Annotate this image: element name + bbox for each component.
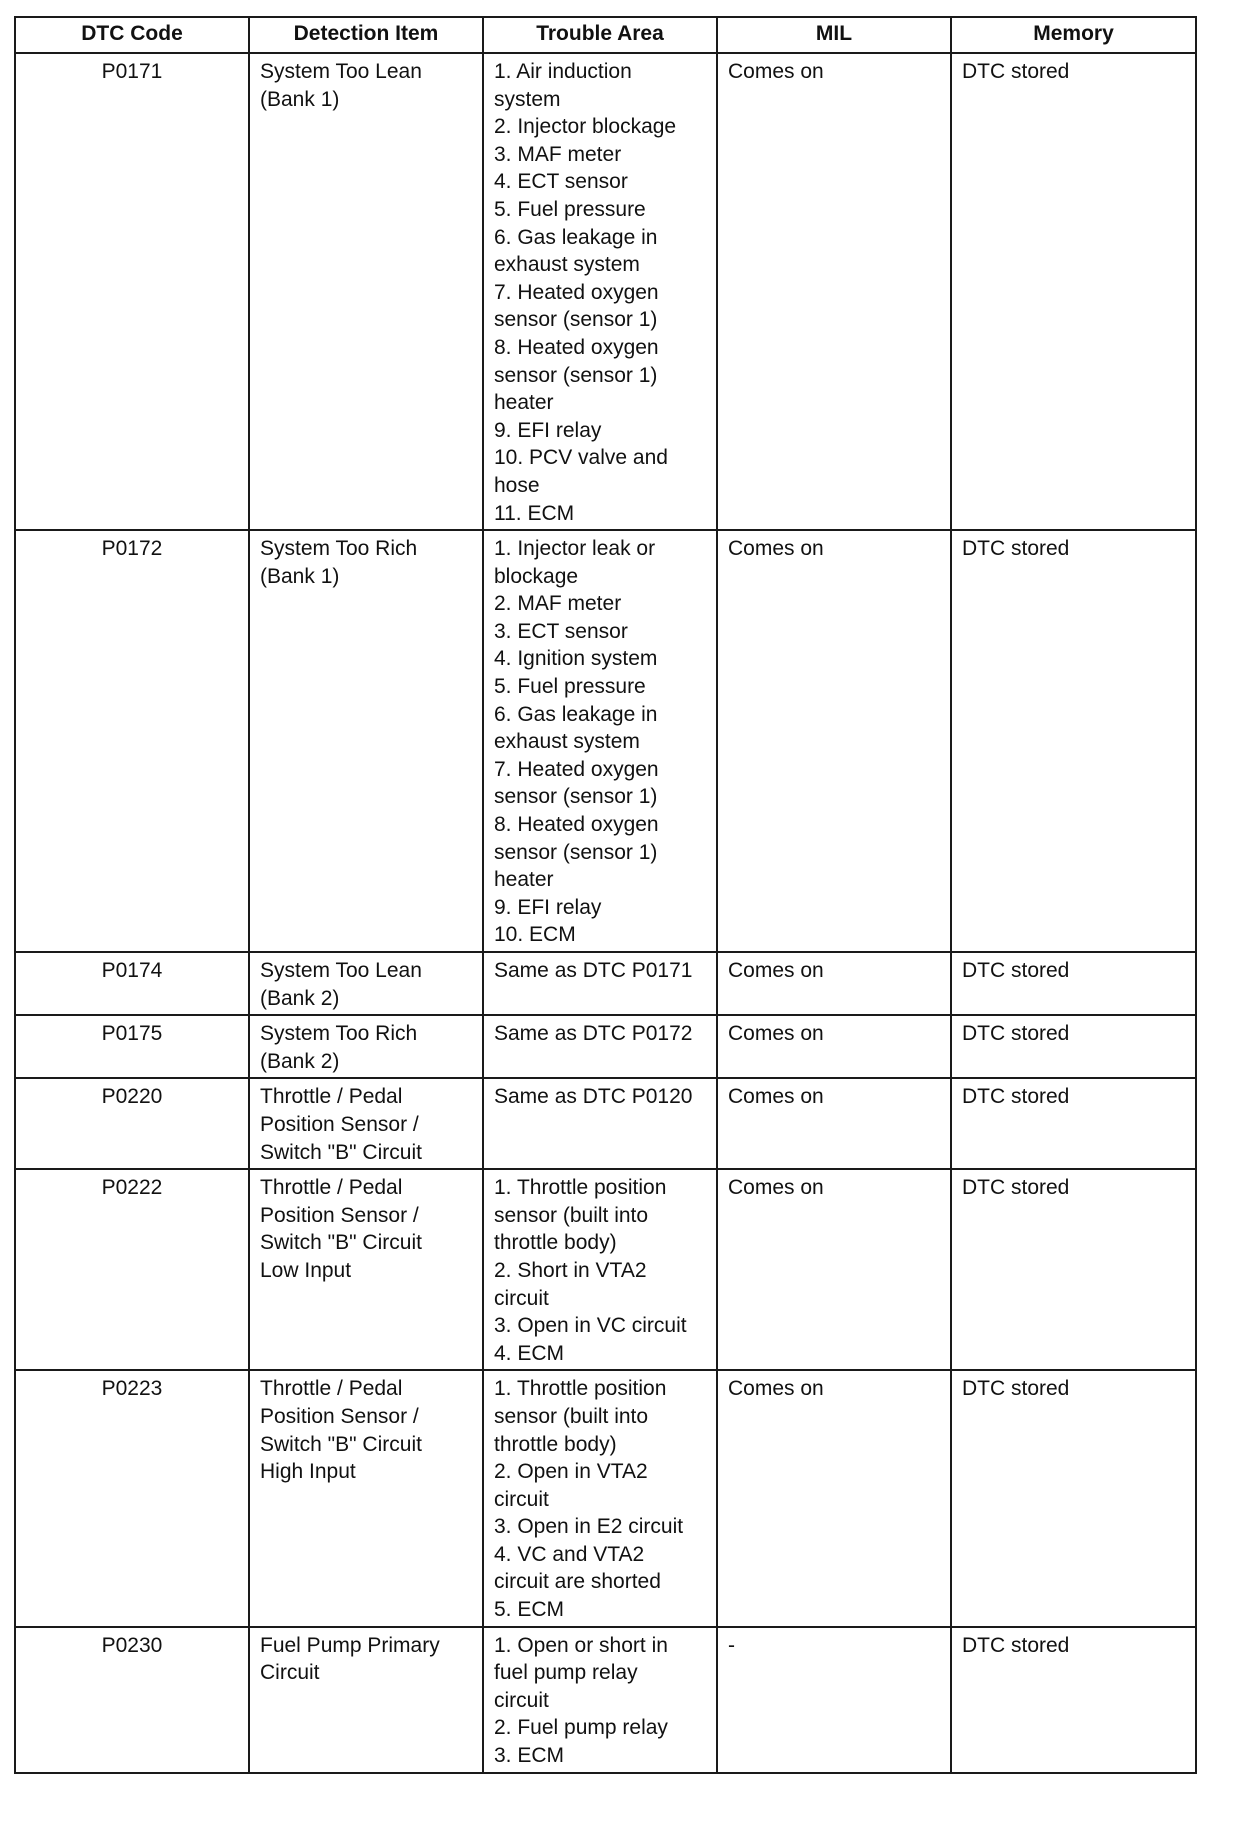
trouble-area-item: 6. Gas leakage in exhaust system bbox=[494, 702, 658, 754]
table-header-row bbox=[15, 17, 1196, 53]
trouble-area-item: 8. Heated oxygen sensor (sensor 1) heater bbox=[494, 813, 659, 892]
memory-cell bbox=[951, 1370, 1196, 1626]
trouble-area-item: 2. Injector blockage bbox=[494, 115, 677, 139]
table-row bbox=[15, 1627, 1196, 1773]
header-memory: Memory bbox=[951, 17, 1196, 53]
detection-item-cell bbox=[249, 1370, 483, 1626]
trouble-area-item: Same as DTC P0120 bbox=[494, 1085, 693, 1109]
mil-cell bbox=[717, 952, 951, 1015]
memory-cell-text: DTC stored bbox=[962, 1633, 1070, 1657]
trouble-area-item: 2. MAF meter bbox=[494, 592, 622, 616]
detection-item-cell-text: Throttle / Pedal Position Sensor / Switch "B" Circuit bbox=[260, 1085, 422, 1164]
trouble-area-item: 5. Fuel pressure bbox=[494, 675, 646, 699]
mil-cell-text: Comes on bbox=[728, 1377, 824, 1401]
memory-cell-text: DTC stored bbox=[962, 959, 1070, 982]
memory-cell-text: DTC stored bbox=[962, 1176, 1070, 1200]
memory-cell bbox=[951, 1015, 1196, 1078]
header-dtc-code: DTC Code bbox=[15, 17, 249, 53]
dtc-table bbox=[14, 16, 1197, 1774]
mil-cell-text: Comes on bbox=[728, 1176, 824, 1200]
trouble-area-item: 4. Ignition system bbox=[494, 647, 658, 671]
trouble-area-item: 7. Heated oxygen sensor (sensor 1) bbox=[494, 280, 659, 332]
dtc-code-cell-text: P0230 bbox=[101, 1633, 163, 1657]
dtc-code-cell bbox=[15, 1370, 249, 1626]
mil-cell-text: Comes on bbox=[728, 537, 824, 561]
trouble-area-item: 2. Short in VTA2 circuit bbox=[494, 1258, 647, 1310]
mil-cell-text: - bbox=[728, 1633, 735, 1657]
table-body bbox=[15, 53, 1196, 1773]
memory-cell-text: DTC stored bbox=[962, 537, 1070, 561]
detection-item-cell bbox=[249, 530, 483, 952]
trouble-area-item: 3. MAF meter bbox=[494, 142, 622, 166]
detection-item-cell bbox=[249, 53, 483, 530]
mil-cell-text: Comes on bbox=[728, 1085, 824, 1109]
dtc-code-cell bbox=[15, 952, 249, 1015]
trouble-area-item: 5. Fuel pressure bbox=[494, 197, 646, 221]
trouble-area-item: 8. Heated oxygen sensor (sensor 1) heater bbox=[494, 335, 659, 415]
detection-item-cell bbox=[249, 1169, 483, 1370]
detection-item-cell-text: Fuel Pump Primary Circuit bbox=[260, 1633, 440, 1685]
trouble-area-item: Same as DTC P0171 bbox=[494, 959, 693, 982]
detection-item-cell bbox=[249, 1078, 483, 1169]
memory-cell bbox=[951, 1169, 1196, 1370]
dtc-code-cell-text: P0220 bbox=[101, 1085, 163, 1109]
table-row bbox=[15, 530, 1196, 952]
table-row bbox=[15, 1078, 1196, 1169]
trouble-area-item: 3. ECT sensor bbox=[494, 619, 628, 643]
trouble-area-item: Same as DTC P0172 bbox=[494, 1022, 693, 1046]
trouble-area-cell bbox=[483, 1627, 717, 1773]
memory-cell-text: DTC stored bbox=[962, 1022, 1070, 1046]
trouble-area-cell bbox=[483, 1015, 717, 1078]
dtc-code-cell-text: P0222 bbox=[101, 1176, 163, 1200]
header-trouble-area: Trouble Area bbox=[483, 17, 717, 53]
mil-cell-text: Comes on bbox=[728, 60, 824, 83]
header-detection-item: Detection Item bbox=[249, 17, 483, 53]
trouble-area-cell bbox=[483, 952, 717, 1015]
table-row bbox=[15, 952, 1196, 1015]
dtc-code-cell bbox=[15, 530, 249, 952]
trouble-area-cell bbox=[483, 1078, 717, 1169]
trouble-area-cell bbox=[483, 1169, 717, 1370]
detection-item-cell-text: System Too Lean (Bank 1) bbox=[260, 60, 422, 111]
trouble-area-item: 7. Heated oxygen sensor (sensor 1) bbox=[494, 757, 659, 809]
trouble-area-item: 6. Gas leakage in exhaust system bbox=[494, 225, 658, 277]
dtc-code-cell bbox=[15, 1015, 249, 1078]
trouble-area-item: 3. Open in E2 circuit bbox=[494, 1515, 684, 1539]
header-mil: MIL bbox=[717, 17, 951, 53]
mil-cell bbox=[717, 1169, 951, 1370]
trouble-area-item: 4. ECT sensor bbox=[494, 170, 628, 194]
trouble-area-item: 4. VC and VTA2 circuit are shorted bbox=[494, 1542, 661, 1594]
trouble-area-item: 5. ECM bbox=[494, 1598, 565, 1622]
trouble-area-item: 1. Throttle position sensor (built into throttle body) bbox=[494, 1377, 667, 1456]
trouble-area-item: 1. Throttle position sensor (built into throttle body) bbox=[494, 1176, 667, 1255]
memory-cell bbox=[951, 1078, 1196, 1169]
trouble-area-item: 11. ECM bbox=[494, 501, 575, 525]
trouble-area-item: 9. EFI relay bbox=[494, 895, 602, 919]
trouble-area-item: 10. PCV valve and hose bbox=[494, 446, 668, 497]
detection-item-cell-text: Throttle / Pedal Position Sensor / Switch "B" Circuit High Input bbox=[260, 1377, 422, 1484]
dtc-code-cell bbox=[15, 1078, 249, 1169]
mil-cell bbox=[717, 1078, 951, 1169]
mil-cell-text: Comes on bbox=[728, 1022, 824, 1046]
memory-cell-text: DTC stored bbox=[962, 60, 1070, 83]
detection-item-cell-text: System Too Rich (Bank 2) bbox=[260, 1022, 418, 1073]
dtc-code-cell-text: P0174 bbox=[101, 959, 163, 982]
trouble-area-item: 10. ECM bbox=[494, 923, 576, 947]
memory-cell bbox=[951, 952, 1196, 1015]
trouble-area-cell bbox=[483, 1370, 717, 1626]
trouble-area-item: 4. ECM bbox=[494, 1341, 565, 1365]
detection-item-cell bbox=[249, 1627, 483, 1773]
mil-cell bbox=[717, 53, 951, 530]
dtc-code-cell-text: P0175 bbox=[101, 1022, 163, 1046]
table-row bbox=[15, 53, 1196, 530]
trouble-area-item: 1. Open or short in fuel pump relay circuit bbox=[494, 1633, 668, 1712]
detection-item-cell-text: System Too Rich (Bank 1) bbox=[260, 537, 418, 588]
table-row bbox=[15, 1169, 1196, 1370]
detection-item-cell bbox=[249, 1015, 483, 1078]
memory-cell bbox=[951, 1627, 1196, 1773]
memory-cell bbox=[951, 530, 1196, 952]
dtc-code-cell bbox=[15, 1169, 249, 1370]
detection-item-cell-text: Throttle / Pedal Position Sensor / Switch "B" Circuit Low Input bbox=[260, 1176, 422, 1282]
trouble-area-cell bbox=[483, 53, 717, 530]
mil-cell bbox=[717, 1370, 951, 1626]
mil-cell bbox=[717, 1015, 951, 1078]
detection-item-cell bbox=[249, 952, 483, 1015]
trouble-area-item: 3. ECM bbox=[494, 1744, 565, 1768]
trouble-area-item: 3. Open in VC circuit bbox=[494, 1314, 687, 1338]
trouble-area-item: 9. EFI relay bbox=[494, 418, 602, 442]
dtc-code-cell bbox=[15, 1627, 249, 1773]
trouble-area-item: 1. Air induction system bbox=[494, 60, 632, 111]
memory-cell-text: DTC stored bbox=[962, 1377, 1070, 1401]
mil-cell bbox=[717, 530, 951, 952]
memory-cell bbox=[951, 53, 1196, 530]
mil-cell-text: Comes on bbox=[728, 959, 824, 982]
detection-item-cell-text: System Too Lean (Bank 2) bbox=[260, 959, 422, 1010]
dtc-code-cell-text: P0172 bbox=[101, 537, 163, 561]
dtc-code-cell-text: P0171 bbox=[101, 60, 163, 83]
trouble-area-cell bbox=[483, 530, 717, 952]
mil-cell bbox=[717, 1627, 951, 1773]
dtc-code-cell bbox=[15, 53, 249, 530]
table-row bbox=[15, 1015, 1196, 1078]
memory-cell-text: DTC stored bbox=[962, 1085, 1070, 1109]
dtc-code-cell-text: P0223 bbox=[101, 1377, 163, 1401]
trouble-area-item: 2. Open in VTA2 circuit bbox=[494, 1460, 648, 1511]
table-row bbox=[15, 1370, 1196, 1626]
trouble-area-item: 2. Fuel pump relay bbox=[494, 1716, 668, 1740]
trouble-area-item: 1. Injector leak or blockage bbox=[494, 537, 656, 588]
